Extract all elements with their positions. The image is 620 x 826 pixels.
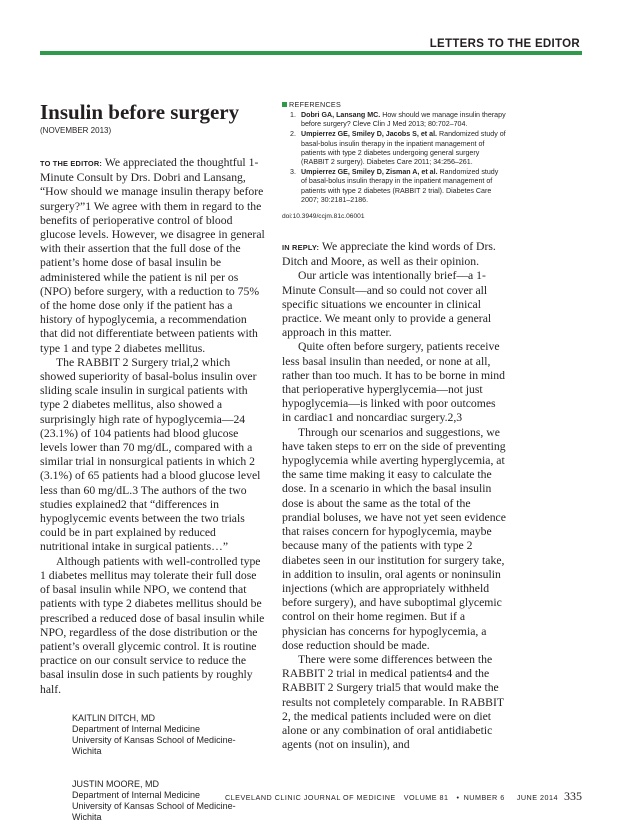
reply-column — [282, 100, 506, 752]
signature-name: KAITLIN DITCH, MD — [72, 712, 156, 723]
letter-paragraph-1 — [40, 156, 266, 356]
letter-paragraph-3: Although patients with well-controlled type 1 diabetes mellitus may tolerate their full dose of basal insulin while NPO, we contend that patients with type 2 diabetes mellitus should be prescribed a reduced dose of basal insulin while NPO, regardless of the dose distribution or the patient’s overall glycemic control. It is routine practice on our consult service to reduce the basal insulin dose in such patients by roughly half. — [40, 554, 265, 696]
reply-paragraph-2: Our article was intentionally brief—a 1-Minute Consult—and so could not cover all specific situations we encounter in clinical practice. We meant only to provide a general approach in this matter. — [282, 269, 492, 340]
footer-volume: VOLUME 81 — [403, 793, 449, 802]
signature-institution: University of Kansas School of Medicine- — [72, 800, 236, 811]
reference-authors: Dobri GA, Lansang MC. — [301, 111, 381, 119]
reply-paragraph-4: Through our scenarios and suggestions, we have taken steps to err on the side of preventing hypoglycemia while averting hyperglycemia, at the same time making it easy to calculate the dose. In a scenario in which the basal insulin dose is about the same as the total of the prandial boluses, we have not yet seen evidence that raises concern for hypoglycemia, maybe because many of the patients with type 2 diabetes seen in our institution for surgery take, in addition to insulin, oral agents or noninsulin injections (which are appropriately withheld before surgery), and have suboptimal glycemic control on their home regimen. But if a physician has concerns for hypoglycemia, a dose reduction should be made. — [282, 425, 506, 652]
letter-paragraph-1-text: We appreciated the thoughtful 1-Minute Consult by Drs. Dobri and Lansang, “How should we manage insulin therapy before surgery?”1 We agree with them in regard to the benefits of perioperative control of blood glucose levels. However, we disagree in general with their assertion that the full dose of the patient’s home dose of basal insulin be administered while the patient is nil per os (NPO) before surgery, with a reduction to 75% of the home dose only if the patient has a history of hypoglycemia, a recommendation that did not differentiate between patients with type 1 and type 2 diabetes mellitus. — [40, 156, 265, 355]
letter-column — [40, 100, 266, 823]
footer-journal: CLEVELAND CLINIC JOURNAL OF MEDICINE — [224, 793, 396, 802]
letter-body — [40, 156, 266, 697]
signature-dept: Department of Internal Medicine — [72, 789, 201, 800]
references-square-icon — [282, 102, 287, 107]
letter-date: (NOVEMBER 2013) — [40, 126, 112, 135]
footer-number: NUMBER 6 — [463, 793, 505, 802]
reference-item — [282, 130, 506, 167]
reply-body — [282, 240, 506, 752]
footer-date: JUNE 2014 — [516, 793, 558, 802]
header-rule — [40, 51, 582, 55]
reference-authors: Umpierrez GE, Smiley D, Jacobs S, et al. — [301, 130, 438, 139]
reference-text: How should we manage insulin therapy before surgery? Cleve Clin J Med 2013; 80:702–704. — [301, 111, 506, 129]
signature-city: Wichita — [72, 745, 102, 756]
reply-paragraph-1-text: We appreciate the kind words of Drs. Ditch and Moore, as well as their opinion. — [282, 240, 496, 269]
signature-1 — [72, 713, 266, 757]
references-list — [282, 111, 506, 205]
signature-name: JUSTIN MOORE, MD — [72, 778, 159, 789]
page-number: 335 — [564, 789, 582, 803]
letter-paragraph-2: The RABBIT 2 Surgery trial,2 which showed superiority of basal-bolus insulin over sliding scale insulin in surgical patients with type 2 diabetes mellitus, also showed a surprisingly high rate of hypoglycemia—24 (23.1%) of 104 patients had blood glucose levels lower than 70 mg/dL, compared with a similar trial in nonsurgical patients in which 2 (3.1%) of 65 patients had a blood glucose level less than 60 mg/dL.3 The authors of the two studies explained2 that “differences in hypoglycemic events between the two trials could be in part explained by reduced nutritional intake in surgical patients…” — [40, 355, 261, 554]
reference-number: 2. — [290, 130, 296, 139]
references-heading — [282, 100, 506, 109]
section-header: LETTERS TO THE EDITOR — [429, 38, 580, 50]
reply-paragraph-3: Quite often before surgery, patients receive less basal insulin than needed, or none at all, rather than too much. It has to be borne in mind that perioperative hyperglycemia—not just hypoglycemia—is linked with poor outcomes in cardiac1 and noncardiac surgery.2,3 — [282, 340, 505, 425]
page-footer — [200, 789, 582, 804]
reference-text: Randomized study of basal-bolus insulin therapy in the inpatient management of patients with type 2 diabetes undergoing general surgery (RABBIT 2 surgery). Diabetes Care 2011; 34:256–261. — [301, 130, 506, 167]
reference-number: 1. — [290, 111, 296, 119]
reply-lead: IN REPLY: — [282, 243, 320, 253]
references-heading-label: REFERENCES — [289, 100, 342, 109]
footer-separator: • — [456, 793, 460, 802]
reference-text: Randomized study of basal-bolus insulin therapy in the inpatient management of patients with type 2 diabetes (RABBIT 2 trial). Diabetes Care 2007; 30:2181–2186. — [301, 168, 499, 204]
signature-dept: Department of Internal Medicine — [72, 723, 201, 734]
doi: doi:10.3949/ccjm.81c.06001 — [282, 213, 365, 221]
signature-city: Wichita — [72, 811, 102, 822]
letter-lead: TO THE EDITOR: — [40, 159, 103, 168]
reference-item — [282, 168, 506, 205]
reply-paragraph-1 — [282, 240, 506, 269]
signature-institution: University of Kansas School of Medicine- — [72, 734, 236, 745]
reference-item — [282, 111, 506, 129]
reference-authors: Umpierrez GE, Smiley D, Zisman A, et al. — [301, 168, 438, 177]
reply-paragraph-5: There were some differences between the RABBIT 2 trial in medical patients4 and the RABBIT 2 Surgery trial5 that would make the results not completely comparable. In RABBIT 2, the medical patients included were on diet alone or any combination of oral antidiabetic agents (not on insulin), and — [282, 652, 504, 752]
reference-number: 3. — [290, 168, 296, 177]
letter-title: Insulin before surgery — [40, 100, 240, 124]
